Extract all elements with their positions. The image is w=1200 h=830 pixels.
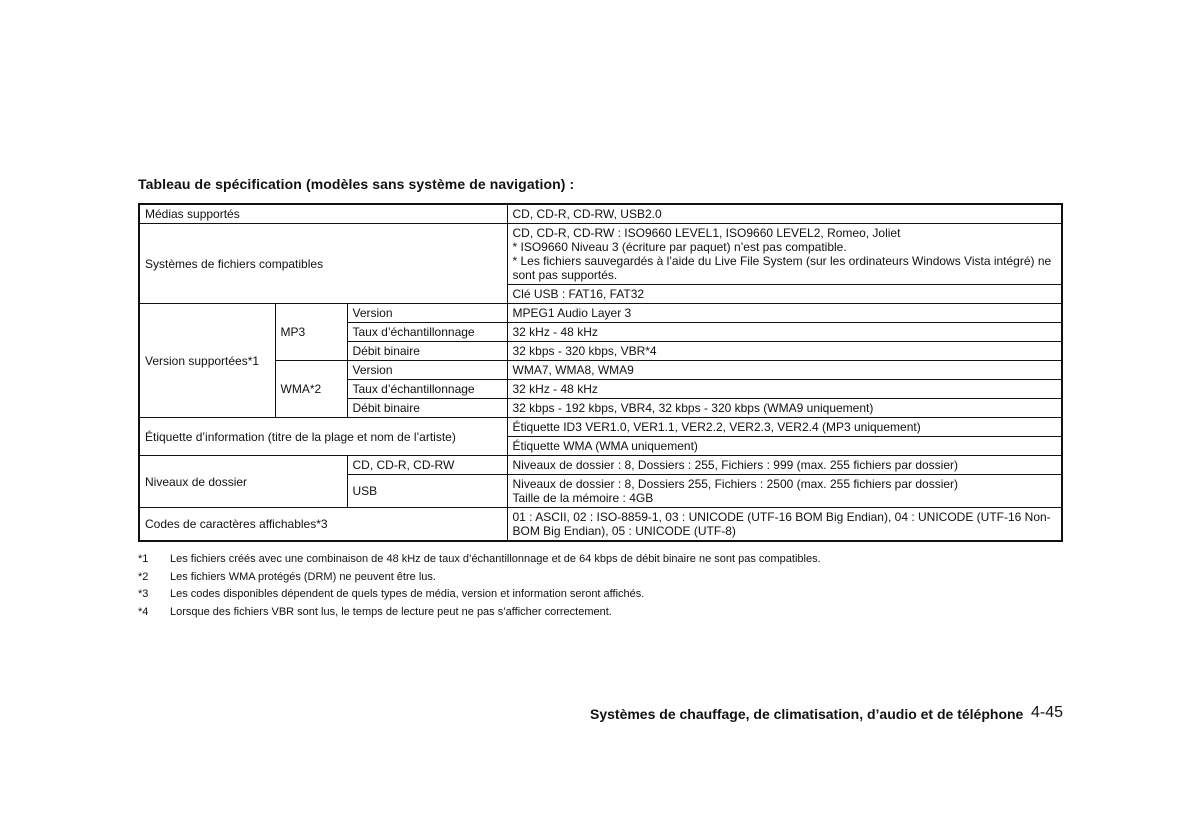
- footnote: [138, 569, 821, 587]
- row-label: Systèmes de fichiers compatibles: [139, 224, 507, 304]
- table-row: [139, 418, 1062, 437]
- footnote: [138, 551, 821, 569]
- value-line: CD, CD-R, CD-RW : ISO9660 LEVEL1, ISO9660 LEVEL2, Romeo, Joliet: [512, 226, 901, 240]
- table-heading: Tableau de spécification (modèles sans système de navigation) :: [138, 176, 575, 192]
- property-label: Débit binaire: [347, 342, 507, 361]
- table-row: [139, 204, 1062, 224]
- table-row: [139, 508, 1062, 542]
- value-line: Taille de la mémoire : 4GB: [512, 491, 654, 505]
- row-value: [507, 224, 1062, 285]
- property-label: Taux d’échantillonnage: [347, 380, 507, 399]
- footnote: [138, 604, 821, 622]
- property-label: USB: [347, 475, 507, 508]
- row-value: 32 kbps - 320 kbps, VBR*4: [507, 342, 1062, 361]
- property-label: Version: [347, 304, 507, 323]
- row-label: Version supportées*1: [139, 304, 275, 418]
- row-value: Clé USB : FAT16, FAT32: [507, 285, 1062, 304]
- footnote-mark: *1: [138, 553, 149, 565]
- format-label: WMA*2: [275, 361, 347, 418]
- row-label: Niveaux de dossier: [139, 456, 347, 508]
- table-row: [139, 456, 1062, 475]
- row-label: Codes de caractères affichables*3: [139, 508, 507, 542]
- row-value: Niveaux de dossier : 8, Dossiers : 255, Fichiers : 999 (max. 255 fichiers par dossier): [507, 456, 1062, 475]
- footnote-mark: *2: [138, 570, 149, 583]
- table-row: [139, 361, 1062, 380]
- property-label: Débit binaire: [347, 399, 507, 418]
- row-value: CD, CD-R, CD-RW, USB2.0: [507, 204, 1062, 224]
- property-label: Taux d’échantillonnage: [347, 323, 507, 342]
- property-label: Version: [347, 361, 507, 380]
- row-value: [507, 475, 1062, 508]
- value-line: * Les fichiers sauvegardés à l’aide du Live File System (sur les ordinateurs Windows Vista intégré) ne sont pas supportés.: [512, 254, 1052, 282]
- footnotes: [138, 551, 821, 621]
- value-line: Niveaux de dossier : 8, Dossiers 255, Fichiers : 2500 (max. 255 fichiers par dossier): [512, 477, 959, 491]
- row-value: 01 : ASCII, 02 : ISO-8859-1, 03 : UNICODE (UTF-16 BOM Big Endian), 04 : UNICODE (UTF-16 Non-BOM Big Endian), 05 : UNICODE (UTF-8): [507, 508, 1062, 542]
- row-value: Étiquette ID3 VER1.0, VER1.1, VER2.2, VER2.3, VER2.4 (MP3 uniquement): [507, 418, 1062, 437]
- row-label: Médias supportés: [139, 204, 507, 224]
- page-number: 4-45: [1031, 704, 1064, 721]
- footnote: [138, 586, 821, 604]
- format-label: MP3: [275, 304, 347, 361]
- row-value: Étiquette WMA (WMA uniquement): [507, 437, 1062, 456]
- footnote-mark: *4: [138, 605, 149, 618]
- row-label: Étiquette d’information (titre de la plage et nom de l’artiste): [139, 418, 507, 456]
- row-value: 32 kHz - 48 kHz: [507, 323, 1062, 342]
- row-value: WMA7, WMA8, WMA9: [507, 361, 1062, 380]
- table-row: [139, 304, 1062, 323]
- row-value: MPEG1 Audio Layer 3: [507, 304, 1062, 323]
- footnote-mark: *3: [138, 588, 149, 600]
- property-label: CD, CD-R, CD-RW: [347, 456, 507, 475]
- footnote-text: Les codes disponibles dépendent de quels types de média, version et information seront affichés.: [170, 588, 645, 600]
- footnote-text: Les fichiers créés avec une combinaison de 48 kHz de taux d’échantillonnage et de 64 kbps de débit binaire ne sont pas compatibles.: [170, 553, 821, 565]
- row-value: 32 kHz - 48 kHz: [507, 380, 1062, 399]
- value-line: * ISO9660 Niveau 3 (écriture par paquet) n’est pas compatible.: [512, 240, 847, 254]
- specification-table: [138, 203, 1063, 542]
- table-row: [139, 224, 1062, 285]
- footnote-text: Les fichiers WMA protégés (DRM) ne peuvent être lus.: [170, 570, 436, 583]
- footnote-text: Lorsque des fichiers VBR sont lus, le temps de lecture peut ne pas s’afficher correctement.: [170, 605, 612, 618]
- footer-section-title: Systèmes de chauffage, de climatisation, d’audio et de téléphone: [590, 706, 1024, 722]
- row-value: 32 kbps - 192 kbps, VBR4, 32 kbps - 320 kbps (WMA9 uniquement): [507, 399, 1062, 418]
